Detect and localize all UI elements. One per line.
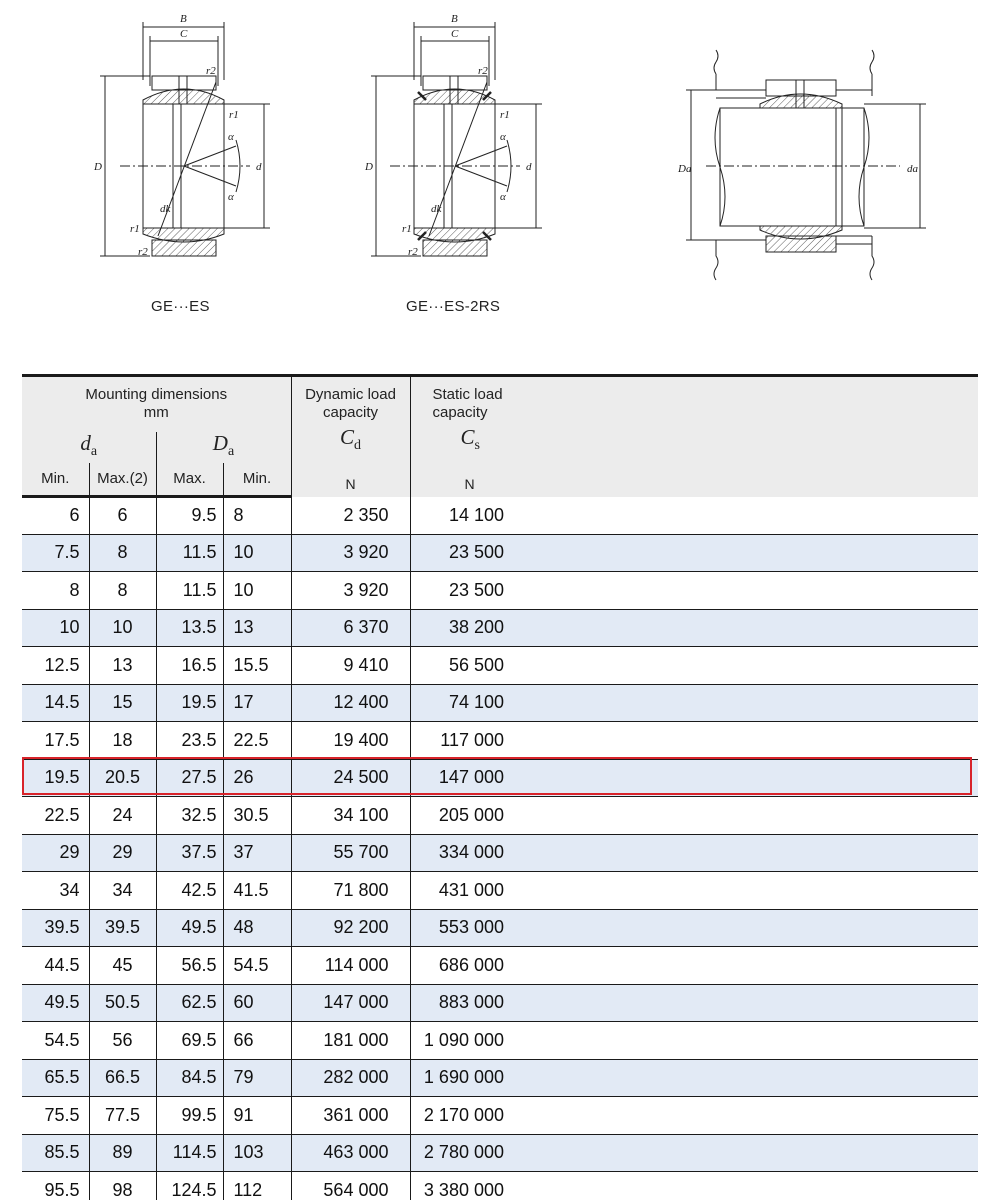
cell-Da-min: 48 [223,909,291,947]
label-r1-bottom: r1 [130,223,140,235]
cell-dynamic-load: 92 200 [291,909,410,947]
label-alpha-top: α [228,131,234,143]
cell-Da-min: 26 [223,759,291,797]
cell-da-min: 17.5 [22,722,89,760]
cell-da-max: 6 [89,497,156,535]
cell-da-min: 12.5 [22,647,89,685]
cell-empty [530,834,978,872]
cell-static-load: 23 500 [448,542,504,563]
table-row [22,759,978,797]
table-row [22,947,978,985]
cell-da-min: 49.5 [22,984,89,1022]
table-body [22,497,978,1200]
cell-Da-max: 62.5 [156,984,223,1022]
label-r2-top-2: r2 [478,65,488,77]
cell-Da-max: 114.5 [156,1134,223,1172]
cell-Da-max: 124.5 [156,1172,223,1200]
cell-da-max: 10 [89,609,156,647]
label-r1-2: r1 [500,109,510,121]
cell-static-load: 431 000 [438,879,504,900]
cell-da-min: 85.5 [22,1134,89,1172]
header-Da-min: Min. [223,463,291,497]
label-r2-bottom: r2 [138,246,148,258]
cell-da-min: 29 [22,834,89,872]
header-dynamic-label-2: capacity [322,404,379,421]
table-row [22,834,978,872]
cell-static-load: 14 100 [448,504,504,525]
cell-Da-max: 69.5 [156,1022,223,1060]
header-static-symbol: $C_s$ [460,425,480,454]
cell-empty [530,572,978,610]
cell-static-load: 23 500 [448,579,504,600]
cell-da-min: 7.5 [22,534,89,572]
cell-dynamic-load: 463 000 [291,1134,410,1172]
bearing-drawing-ge-es [100,22,270,256]
cell-static-load: 2 170 000 [423,1104,504,1125]
cell-Da-min: 91 [223,1097,291,1135]
cell-da-max: 77.5 [89,1097,156,1135]
label-d: d [256,161,262,173]
cell-Da-max: 27.5 [156,759,223,797]
cell-static-load: 74 100 [448,692,504,713]
cell-empty [530,497,978,535]
label-C-2: C [451,28,459,40]
cell-static-load: 883 000 [438,992,504,1013]
cell-static-load: 38 200 [448,617,504,638]
cell-dynamic-load: 19 400 [291,722,410,760]
cell-Da-max: 84.5 [156,1059,223,1097]
cell-da-min: 14.5 [22,684,89,722]
cell-da-max: 56 [89,1022,156,1060]
header-dynamic-label-1: Dynamic load [305,386,396,403]
cell-dynamic-load: 564 000 [291,1172,410,1200]
cell-Da-min: 79 [223,1059,291,1097]
cell-Da-min: 112 [223,1172,291,1200]
table-row [22,647,978,685]
cell-empty [530,534,978,572]
label-D: D [94,161,102,173]
cell-empty [530,759,978,797]
cell-Da-min: 103 [223,1134,291,1172]
cell-dynamic-load: 282 000 [291,1059,410,1097]
cell-Da-max: 49.5 [156,909,223,947]
table-row [22,797,978,835]
header-dynamic-unit: N [345,476,356,493]
cell-static-load: 56 500 [448,654,504,675]
header-Da-symbol: $D_a$ [156,432,291,463]
cell-dynamic-load: 3 920 [291,572,410,610]
label-r1: r1 [229,109,239,121]
cell-empty [530,609,978,647]
cell-dynamic-load: 71 800 [291,872,410,910]
cell-static-load: 205 000 [438,804,504,825]
cell-Da-max: 9.5 [156,497,223,535]
cell-da-max: 89 [89,1134,156,1172]
cell-empty [530,1097,978,1135]
header-da-max: Max.(2) [89,463,156,497]
header-Da-max: Max. [156,463,223,497]
bearing-spec-table [22,374,978,1200]
cell-Da-min: 13 [223,609,291,647]
cell-dynamic-load: 3 920 [291,534,410,572]
cell-Da-min: 37 [223,834,291,872]
cell-static-load: 1 090 000 [423,1029,504,1050]
header-mounting-title: Mounting dimensions [85,386,228,403]
label-da: da [907,163,918,175]
cell-da-min: 19.5 [22,759,89,797]
figure-caption-ge-es: GE···ES [151,298,210,315]
header-mounting-dimensions [22,376,291,432]
cell-da-min: 22.5 [22,797,89,835]
cell-Da-max: 19.5 [156,684,223,722]
label-B: B [180,13,187,25]
bearing-drawings-svg [0,0,1000,340]
cell-dynamic-load: 114 000 [291,947,410,985]
cell-empty [530,722,978,760]
header-dynamic-load [291,376,410,497]
cell-da-max: 20.5 [89,759,156,797]
table-row [22,1022,978,1060]
cell-empty [530,684,978,722]
header-static-label-2: capacity [432,404,488,421]
cell-empty [530,647,978,685]
table-header [22,376,978,497]
cell-dynamic-load: 147 000 [291,984,410,1022]
header-empty [530,376,978,497]
cell-dynamic-load: 55 700 [291,834,410,872]
label-C: C [180,28,188,40]
cell-da-min: 75.5 [22,1097,89,1135]
cell-Da-max: 32.5 [156,797,223,835]
cell-dynamic-load: 34 100 [291,797,410,835]
cell-Da-min: 8 [223,497,291,535]
cell-static-load: 3 380 000 [423,1179,504,1200]
cell-da-min: 39.5 [22,909,89,947]
cell-da-min: 6 [22,497,89,535]
label-r2-top: r2 [206,65,216,77]
cell-Da-min: 10 [223,534,291,572]
table-row [22,984,978,1022]
cell-da-min: 8 [22,572,89,610]
cell-da-max: 50.5 [89,984,156,1022]
cell-empty [530,872,978,910]
cell-Da-max: 99.5 [156,1097,223,1135]
cell-static-load: 117 000 [440,729,504,750]
cell-da-min: 10 [22,609,89,647]
label-r2-bottom-2: r2 [408,246,418,258]
cell-da-max: 98 [89,1172,156,1200]
cell-da-min: 54.5 [22,1022,89,1060]
cell-dynamic-load: 2 350 [291,497,410,535]
cell-da-max: 13 [89,647,156,685]
label-B-2: B [451,13,458,25]
cell-empty [530,1059,978,1097]
cell-static-load: 553 000 [438,917,504,938]
cell-empty [530,1022,978,1060]
cell-da-max: 15 [89,684,156,722]
cell-da-max: 8 [89,534,156,572]
cell-Da-min: 54.5 [223,947,291,985]
cell-Da-max: 42.5 [156,872,223,910]
figure-caption-ge-es-2rs: GE···ES-2RS [406,298,501,315]
table-row [22,1134,978,1172]
cell-da-max: 18 [89,722,156,760]
cell-dynamic-load: 181 000 [291,1022,410,1060]
header-da-symbol: $d_a$ [22,432,156,463]
header-da-min: Min. [22,463,89,497]
table-row [22,684,978,722]
table-row [22,609,978,647]
cell-Da-max: 37.5 [156,834,223,872]
cell-dynamic-load: 361 000 [291,1097,410,1135]
label-alpha-bottom-2: α [500,191,506,203]
cell-da-max: 29 [89,834,156,872]
technical-drawings [0,0,1000,340]
mounting-arrangement-drawing [686,50,926,280]
cell-da-max: 66.5 [89,1059,156,1097]
cell-static-load: 334 000 [438,842,504,863]
table-row [22,497,978,535]
cell-empty [530,947,978,985]
table-row [22,722,978,760]
cell-static-load: 1 690 000 [423,1067,504,1088]
cell-empty [530,984,978,1022]
table-row [22,572,978,610]
cell-Da-min: 66 [223,1022,291,1060]
label-dk: dk [160,203,171,215]
label-dk-2: dk [431,203,442,215]
table-row [22,872,978,910]
cell-dynamic-load: 12 400 [291,684,410,722]
cell-empty [530,1134,978,1172]
cell-Da-min: 41.5 [223,872,291,910]
cell-Da-max: 11.5 [156,572,223,610]
label-d-2: d [526,161,532,173]
cell-Da-min: 10 [223,572,291,610]
cell-empty [530,1172,978,1200]
label-Da: Da [678,163,692,175]
cell-dynamic-load: 9 410 [291,647,410,685]
table-row [22,909,978,947]
cell-da-max: 24 [89,797,156,835]
cell-da-min: 95.5 [22,1172,89,1200]
cell-da-min: 44.5 [22,947,89,985]
cell-static-load: 686 000 [438,954,504,975]
cell-static-load: 2 780 000 [423,1142,504,1163]
cell-da-min: 65.5 [22,1059,89,1097]
header-mounting-unit: mm [143,404,169,421]
table-row [22,1097,978,1135]
header-static-unit: N [464,476,475,493]
cell-da-max: 8 [89,572,156,610]
cell-Da-max: 13.5 [156,609,223,647]
header-dynamic-symbol: $C_d$ [339,425,361,454]
cell-Da-min: 17 [223,684,291,722]
label-alpha-top-2: α [500,131,506,143]
cell-Da-max: 23.5 [156,722,223,760]
cell-static-load: 147 000 [438,767,504,788]
cell-Da-max: 16.5 [156,647,223,685]
cell-Da-min: 60 [223,984,291,1022]
table-row [22,1059,978,1097]
header-static-label-1: Static load [432,386,503,403]
cell-empty [530,909,978,947]
table-row [22,1172,978,1200]
cell-da-max: 34 [89,872,156,910]
cell-empty [530,797,978,835]
table-row [22,534,978,572]
cell-Da-min: 22.5 [223,722,291,760]
label-alpha-bottom: α [228,191,234,203]
cell-da-min: 34 [22,872,89,910]
cell-da-max: 45 [89,947,156,985]
cell-Da-max: 11.5 [156,534,223,572]
label-D-2: D [365,161,373,173]
cell-Da-min: 30.5 [223,797,291,835]
cell-Da-max: 56.5 [156,947,223,985]
cell-da-max: 39.5 [89,909,156,947]
cell-dynamic-load: 24 500 [291,759,410,797]
label-r1-bottom-2: r1 [402,223,412,235]
cell-dynamic-load: 6 370 [291,609,410,647]
bearing-drawing-ge-es-2rs [371,22,542,256]
header-static-load [410,376,530,497]
cell-Da-min: 15.5 [223,647,291,685]
